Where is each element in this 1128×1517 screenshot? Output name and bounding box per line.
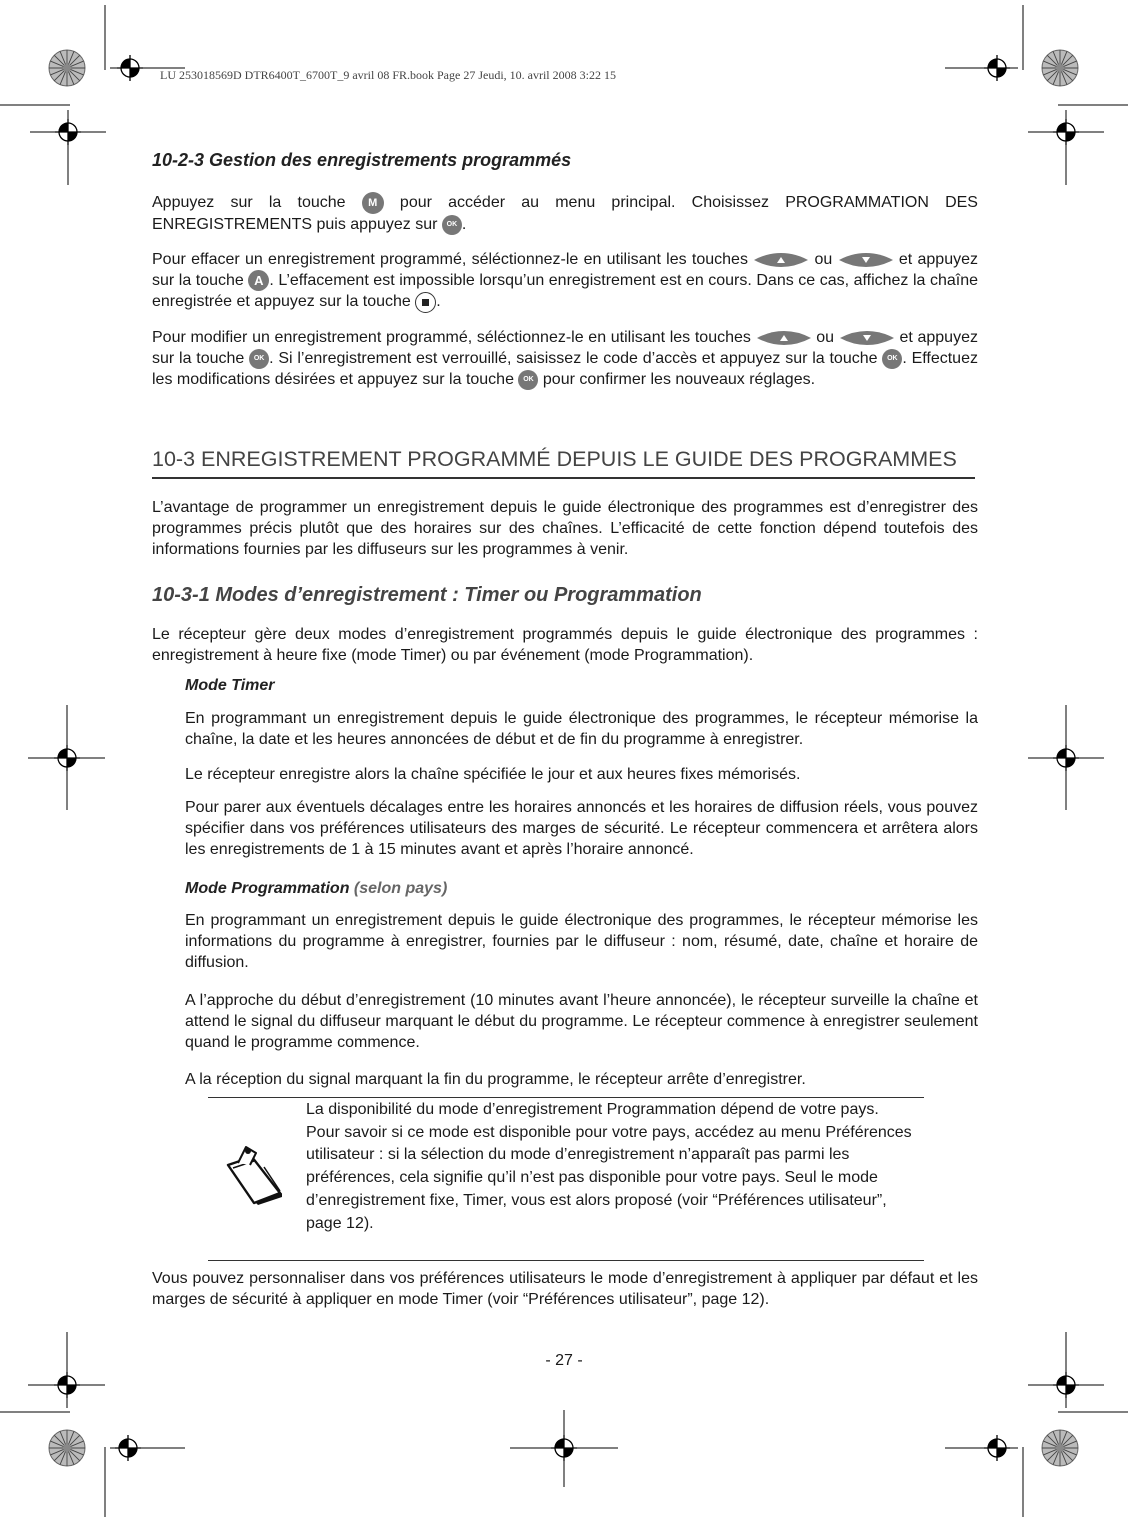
- page-number: - 27 -: [545, 1352, 583, 1369]
- star-target-icon: [49, 50, 85, 86]
- ok-key-icon: OK: [249, 349, 269, 369]
- paragraph-personalise: Vous pouvez personnaliser dans vos préférences utilisateurs le mode d’enregistrement à appliquer par défaut et les marges de sécurité à appliquer en mode Timer (voir “Préférences utilisateur”, page 12).: [152, 1270, 978, 1308]
- paragraph-timer-2: Le récepteur enregistre alors la chaîne spécifiée le jour et aux heures fixes mémorisés.: [185, 766, 801, 783]
- a-key-icon: A: [248, 270, 269, 291]
- paragraph-modify-recording: Pour modifier un enregistrement programmé, séléctionnez-le en utilisant les touches ou et appuyez sur la touche OK . Si l’enregistrement est verrouillé, saisissez le code d’accès et appuyez sur la touche OK . Effectuez les modifications désirées et appuyez sur la touche OK pour confirmer les nouveaux réglages.: [152, 329, 978, 388]
- paragraph-timer-1: En programmant un enregistrement depuis le guide électronique des programmes, le récepteur mémorise la chaîne, la date et les heures annoncées de début et de fin du programme à enregistrer.: [185, 710, 978, 748]
- star-target-icon: [1042, 1430, 1078, 1466]
- paragraph-menu-access: Appuyez sur la touche M pour accéder au menu principal. Choisissez PROGRAMMATION DES ENREGISTREMENTS puis appuyez sur OK .: [152, 192, 978, 235]
- clipboard-note-icon: [224, 1143, 288, 1205]
- star-target-icon: [1042, 50, 1078, 86]
- subsection-title-mode-programmation: Mode Programmation (selon pays): [185, 880, 448, 897]
- print-file-header: LU 253018569D DTR6400T_6700T_9 avril 08 FR.book Page 27 Jeudi, 10. avril 2008 3:22 15: [160, 68, 616, 82]
- stop-key-icon: [415, 292, 436, 313]
- up-arrow-key-icon: [756, 330, 812, 346]
- note-top-rule: [208, 1097, 924, 1098]
- paragraph-prog-3: A la réception du signal marquant la fin du programme, le récepteur arrête d’enregistrer.: [185, 1071, 806, 1088]
- section-title-10-3-1: 10-3-1 Modes d’enregistrement : Timer ou Programmation: [152, 584, 702, 606]
- section-title-10-2-3: 10-2-3 Gestion des enregistrements programmés: [152, 150, 572, 170]
- note-bottom-rule: [208, 1260, 924, 1261]
- paragraph-epg-advantage: L’avantage de programmer un enregistrement depuis le guide électronique des programmes est d’enregistrer des programmes précis plutôt que des horaires sur des chaînes. L’efficacité de cette fonction dépend toutefois des informations fournies par les diffuseurs sur les programmes à venir.: [152, 499, 978, 558]
- paragraph-prog-1: En programmant un enregistrement depuis le guide électronique des programmes, le récepteur mémorise les informations du programme à enregistrer, fournies par le diffuseur : nom, résumé, date, chaîne et horaire de diffusion.: [185, 912, 978, 971]
- down-arrow-key-icon: [838, 252, 894, 268]
- paragraph-delete-recording: Pour effacer un enregistrement programmé, séléctionnez-le en utilisant les touches ou et appuyez sur la touche A . L’effacement est impossible lorsqu’un enregistrement est en cours. Dans ce cas, affichez la chaîne enregistrée et appuyez sur la touche .: [152, 249, 978, 313]
- ok-key-icon: OK: [882, 349, 902, 369]
- up-arrow-key-icon: [753, 252, 809, 268]
- paragraph-recording-modes: Le récepteur gère deux modes d’enregistrement programmés depuis le guide électronique des programmes : enregistrement à heure fixe (mode Timer) ou par événement (mode Programmation).: [152, 626, 978, 664]
- section-title-10-3: 10-3 ENREGISTREMENT PROGRAMMÉ DEPUIS LE GUIDE DES PROGRAMMES: [152, 447, 975, 479]
- subsection-qualifier: (selon pays): [353, 880, 448, 897]
- subsection-title-mode-timer: Mode Timer: [185, 677, 275, 694]
- down-arrow-key-icon: [839, 330, 895, 346]
- note-text: La disponibilité du mode d’enregistrement Programmation dépend de votre pays. Pour savoir si ce mode est disponible pour votre pays, accédez au menu Préférences utilisateur : si la sélection du mode d’enregistrement n’apparaît pas parmi les préférences, cela signifie qu’il n’est pas disponible pour votre pays. Seul le mode d’enregistrement fixe, Timer, vous est alors proposé (voir “Préférences utilisateur”, page 12).: [306, 1101, 912, 1232]
- paragraph-prog-2: A l’approche du début d’enregistrement (10 minutes avant l’heure annoncée), le récepteur surveille la chaîne et attend le signal du diffuseur marquant le début du programme. Le récepteur commence à enregistrer seulement quand le programme commence.: [185, 992, 978, 1051]
- paragraph-timer-3: Pour parer aux éventuels décalages entre les horaires annoncés et les horaires de diffusion réels, vous pouvez spécifier dans vos préférences utilisateurs des marges de sécurité. Le récepteur commencera et arrêtera alors les enregistrements de 1 à 15 minutes avant et après l’horaire annoncé.: [185, 799, 978, 858]
- ok-key-icon: OK: [442, 215, 462, 235]
- menu-key-icon: M: [362, 192, 384, 214]
- star-target-icon: [49, 1430, 85, 1466]
- ok-key-icon: OK: [518, 370, 538, 390]
